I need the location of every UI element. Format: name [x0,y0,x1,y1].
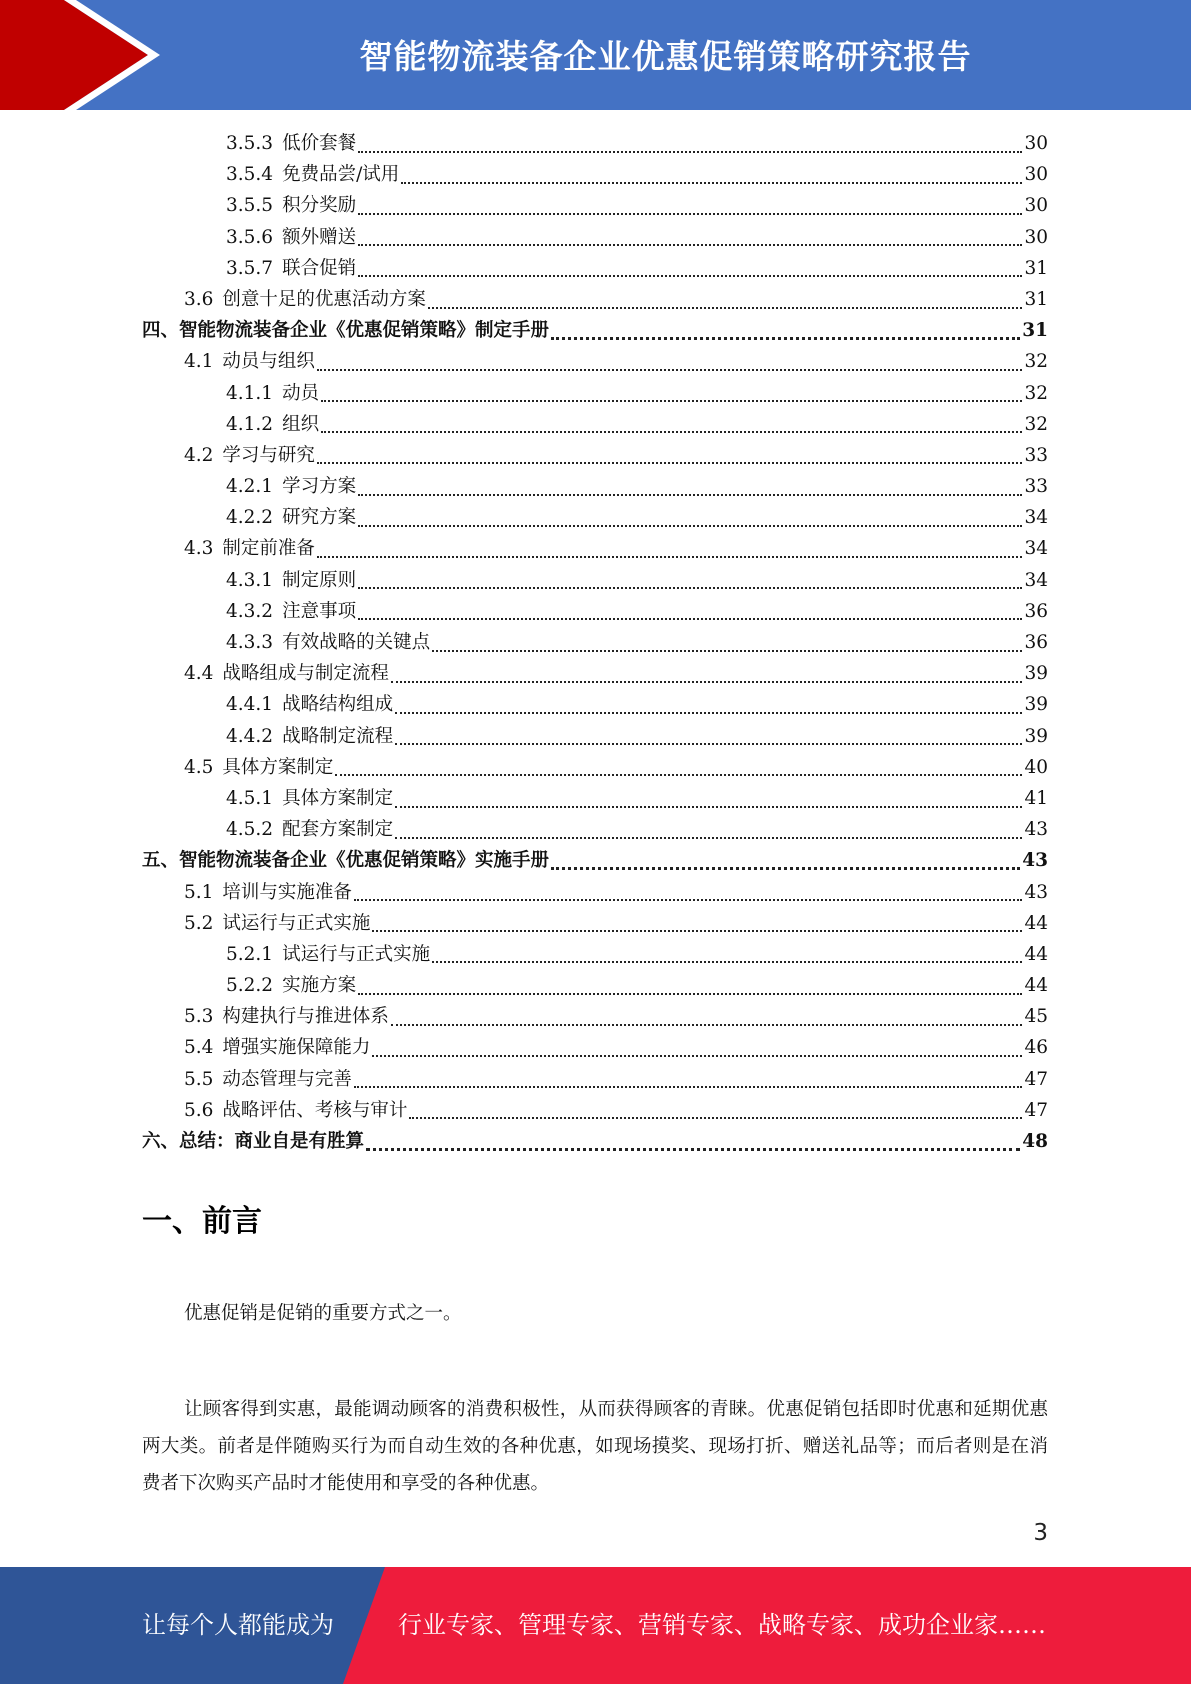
footer-slogan-left: 让每个人都能成为 [142,1611,334,1639]
toc-entry-number: 5.5 [184,1068,214,1090]
toc-entry-number: 3.5.3 [226,133,274,154]
toc-leader-dots [358,151,1022,153]
toc-entry-number: 3.5.5 [226,195,274,217]
footer-slogan-right: 行业专家、管理专家、营销专家、战略专家、成功企业家…… [398,1611,1046,1639]
toc-leader-dots [358,213,1022,215]
toc-entry-number: 5.6 [184,1099,214,1121]
toc-entry-title: 战略组成与制定流程 [222,663,389,685]
toc-entry-number: 3.5.4 [226,164,274,186]
toc-entry-page: 40 [1024,756,1048,778]
toc-entry-number: 4.4.2 [226,725,274,747]
toc-leader-dots [395,806,1022,808]
toc-entry-page: 32 [1024,382,1048,404]
toc-entry-title: 注意事项 [282,600,357,622]
toc-entry-label [226,627,430,658]
toc-entry-label [184,440,315,471]
toc-entry-title: 免费品尝/试用 [282,164,400,186]
toc-entry-label [184,1095,407,1126]
toc-leader-dots [391,681,1023,683]
toc-entry-label [226,128,356,159]
toc-entry-page: 39 [1024,725,1048,747]
toc-entry[interactable] [142,378,1048,409]
toc-entry[interactable] [142,440,1048,471]
toc-leader-dots [372,930,1022,932]
toc-leader-dots [358,618,1022,620]
toc-entry-number: 4.4 [184,663,214,685]
toc-entry-label [226,783,393,814]
toc-entry[interactable] [142,908,1048,939]
toc-entry-number: 4.5 [184,756,214,778]
toc-leader-dots [358,587,1022,589]
toc-entry-page: 30 [1024,226,1048,248]
toc-entry-page: 31 [1024,257,1048,279]
toc-entry[interactable] [142,1001,1048,1032]
toc-entry-page: 33 [1024,444,1048,466]
toc-leader-dots [432,650,1022,652]
toc-entry-title: 四、智能物流装备企业《优惠促销策略》制定手册 [142,320,550,342]
toc-entry-label [226,814,393,845]
paragraph-2: 让顾客得到实惠，最能调动顾客的消费积极性，从而获得顾客的青睐。优惠促销包括即时优惠和延期优惠两大类。前者是伴随购买行为而自动生效的各种优惠，如现场摸奖、现场打折、赠送礼品等；而后者则是在消费者下次购买产品时才能使用和享受的各种优惠。 [142,1399,1048,1494]
page-header [0,0,1191,110]
toc-entry-label [226,159,399,190]
toc-entry-title: 培训与实施准备 [222,881,352,903]
toc-entry[interactable] [142,1126,1048,1157]
toc-entry-label [184,284,426,315]
toc-entry-page: 41 [1024,787,1048,809]
toc-entry-title: 具体方案制定 [222,756,334,778]
toc-entry-number: 4.3.3 [226,632,274,653]
toc-entry-number: 5.2.1 [226,943,274,965]
toc-entry-page: 31 [1024,288,1048,310]
toc-entry-page: 32 [1024,413,1048,435]
toc-entry-title: 额外赠送 [282,226,357,248]
toc-entry-title: 试运行与正式实施 [282,943,431,965]
toc-entry[interactable] [142,721,1048,752]
toc-entry[interactable] [142,159,1048,190]
toc-entry-number: 3.6 [184,288,214,310]
toc-entry-label [184,346,315,377]
toc-entry-title: 低价套餐 [282,133,357,154]
toc-leader-dots [395,837,1022,839]
toc-entry[interactable] [142,565,1048,596]
toc-entry-number: 5.1 [184,881,214,903]
toc-entry-title: 动员 [282,382,320,404]
toc-entry-title: 具体方案制定 [282,787,394,809]
toc-entry-number: 5.3 [184,1006,214,1028]
toc-entry-label [226,190,356,221]
toc-entry-number: 4.5.1 [226,787,274,809]
toc-entry[interactable] [142,471,1048,502]
toc-entry-title: 研究方案 [282,507,357,529]
toc-entry-title: 制定原则 [282,569,357,591]
toc-entry-label [226,502,356,533]
toc-entry-title: 学习与研究 [222,444,315,466]
toc-leader-dots [358,275,1022,277]
toc-entry-page: 47 [1024,1068,1048,1090]
toc-entry-title: 动态管理与完善 [222,1068,352,1090]
toc-entry[interactable] [142,533,1048,564]
toc-entry-label [226,222,356,253]
toc-entry-title: 创意十足的优惠活动方案 [222,288,426,310]
page-footer [0,1567,1191,1684]
toc-entry-page: 34 [1024,569,1048,591]
toc-leader-dots [321,431,1022,433]
toc-entry[interactable] [142,346,1048,377]
toc-entry-label [226,596,356,627]
toc-entry[interactable] [142,814,1048,845]
toc-entry-number: 4.1 [184,351,214,373]
toc-entry-title: 五、智能物流装备企业《优惠促销策略》实施手册 [142,850,550,872]
toc-entry[interactable] [142,253,1048,284]
toc-entry-label [142,845,549,876]
toc-entry-page: 30 [1024,164,1048,186]
toc-entry[interactable] [142,1032,1048,1063]
toc-entry-label [142,1126,364,1157]
toc-entry[interactable] [142,877,1048,908]
toc-leader-dots [551,867,1020,870]
toc-leader-dots [372,1055,1022,1057]
toc-entry[interactable] [142,689,1048,720]
toc-entry-title: 制定前准备 [222,538,315,560]
toc-leader-dots [321,400,1022,402]
header-title: 智能物流装备企业优惠促销策略研究报告 [359,36,972,76]
toc-entry-page: 36 [1024,600,1048,622]
toc-entry-page: 44 [1024,975,1048,997]
toc-entry-number: 5.4 [184,1037,214,1059]
toc-entry-number: 4.4.1 [226,694,274,716]
toc-entry-page: 43 [1022,850,1048,872]
toc-entry-label [226,378,319,409]
toc-entry-page: 39 [1024,694,1048,716]
toc-entry-label [226,253,356,284]
toc-leader-dots [317,462,1023,464]
toc-entry-number: 4.2.1 [226,476,274,498]
toc-entry-number: 3.5.6 [226,226,274,248]
toc-entry-title: 构建执行与推进体系 [222,1006,389,1028]
toc-entry-page: 43 [1024,881,1048,903]
paragraph-1: 优惠促销是促销的重要方式之一。 [184,1303,462,1324]
toc-entry-page: 45 [1024,1006,1048,1028]
toc-entry-page: 36 [1024,632,1048,653]
toc-entry-title: 实施方案 [282,975,357,997]
toc-entry-page: 30 [1024,133,1048,154]
toc-entry-number: 4.2 [184,444,214,466]
section-title: 一、前言 [142,1204,262,1239]
toc-entry[interactable] [142,284,1048,315]
toc-leader-dots [358,244,1022,246]
toc-leader-dots [335,774,1022,776]
toc-entry[interactable] [142,627,1048,658]
toc-entry-title: 试运行与正式实施 [222,912,371,934]
toc-entry[interactable] [142,1095,1048,1126]
toc-entry-number: 4.3.1 [226,569,274,591]
toc-leader-dots [428,307,1023,309]
toc-entry[interactable] [142,845,1048,876]
toc-entry-title: 六、总结：商业自是有胜算 [142,1131,365,1152]
toc-entry-page: 32 [1024,351,1048,373]
toc-entry-label [226,565,356,596]
toc-entry-page: 39 [1024,663,1048,685]
toc-entry-number: 4.3 [184,538,214,560]
toc-entry-number: 5.2 [184,912,214,934]
toc-entry-page: 34 [1024,507,1048,529]
toc-entry-page: 43 [1024,819,1048,841]
toc-entry-label [184,533,315,564]
toc-entry-number: 3.5.7 [226,257,274,279]
toc-entry[interactable] [142,190,1048,221]
toc-entry-page: 44 [1024,943,1048,965]
toc-leader-dots [395,712,1022,714]
toc-entry[interactable] [142,222,1048,253]
table-of-contents [142,128,1048,1157]
toc-entry-label [226,970,356,1001]
toc-entry[interactable] [142,658,1048,689]
toc-entry[interactable] [142,970,1048,1001]
page-number: 3 [1033,1520,1048,1546]
toc-entry-page: 44 [1024,912,1048,934]
toc-entry[interactable] [142,409,1048,440]
toc-entry-page: 33 [1024,476,1048,498]
toc-leader-dots [317,556,1023,558]
toc-entry-title: 组织 [282,413,320,435]
toc-entry[interactable] [142,128,1048,159]
toc-entry-number: 4.1.1 [226,382,274,404]
toc-leader-dots [395,743,1022,745]
toc-entry-label [184,877,352,908]
toc-entry-title: 有效战略的关键点 [282,632,431,653]
toc-entry-label [184,1032,370,1063]
toc-entry-title: 积分奖励 [282,195,357,217]
toc-entry-page: 34 [1024,538,1048,560]
toc-leader-dots [391,1024,1023,1026]
toc-entry-title: 配套方案制定 [282,819,394,841]
toc-entry-page: 30 [1024,195,1048,217]
toc-entry-title: 联合促销 [282,257,357,279]
toc-leader-dots [432,961,1022,963]
toc-entry-label [184,752,333,783]
toc-entry-page: 47 [1024,1099,1048,1121]
toc-entry[interactable] [142,783,1048,814]
toc-entry[interactable] [142,596,1048,627]
toc-entry-title: 战略评估、考核与审计 [222,1099,408,1121]
toc-entry-number: 4.5.2 [226,819,274,841]
toc-entry-page: 48 [1022,1131,1048,1152]
toc-entry-title: 战略结构组成 [282,694,394,716]
toc-leader-dots [401,182,1022,184]
toc-leader-dots [366,1148,1020,1151]
toc-leader-dots [358,494,1022,496]
toc-entry-title: 增强实施保障能力 [222,1037,371,1059]
toc-leader-dots [551,337,1020,340]
toc-entry-title: 动员与组织 [222,351,315,373]
toc-entry-label [226,471,356,502]
toc-entry[interactable] [142,752,1048,783]
toc-entry-title: 战略制定流程 [282,725,394,747]
toc-entry-label [184,908,370,939]
toc-entry-page: 46 [1024,1037,1048,1059]
toc-leader-dots [358,525,1022,527]
toc-entry-number: 5.2.2 [226,975,274,997]
toc-leader-dots [409,1117,1022,1119]
toc-entry-label [226,409,319,440]
toc-leader-dots [358,993,1022,995]
toc-leader-dots [317,369,1023,371]
toc-entry-label [226,721,393,752]
toc-entry-label [142,315,549,346]
toc-entry-label [184,658,389,689]
toc-entry-label [184,1064,352,1095]
toc-entry-label [226,689,393,720]
toc-entry[interactable] [142,939,1048,970]
toc-leader-dots [354,899,1023,901]
toc-entry-number: 4.3.2 [226,600,274,622]
toc-entry-title: 学习方案 [282,476,357,498]
toc-entry[interactable] [142,315,1048,346]
toc-leader-dots [354,1086,1023,1088]
toc-entry-label [184,1001,389,1032]
toc-entry-number: 4.2.2 [226,507,274,529]
toc-entry-number: 4.1.2 [226,413,274,435]
toc-entry[interactable] [142,1064,1048,1095]
toc-entry-label [226,939,430,970]
toc-entry-page: 31 [1022,320,1048,342]
toc-entry[interactable] [142,502,1048,533]
